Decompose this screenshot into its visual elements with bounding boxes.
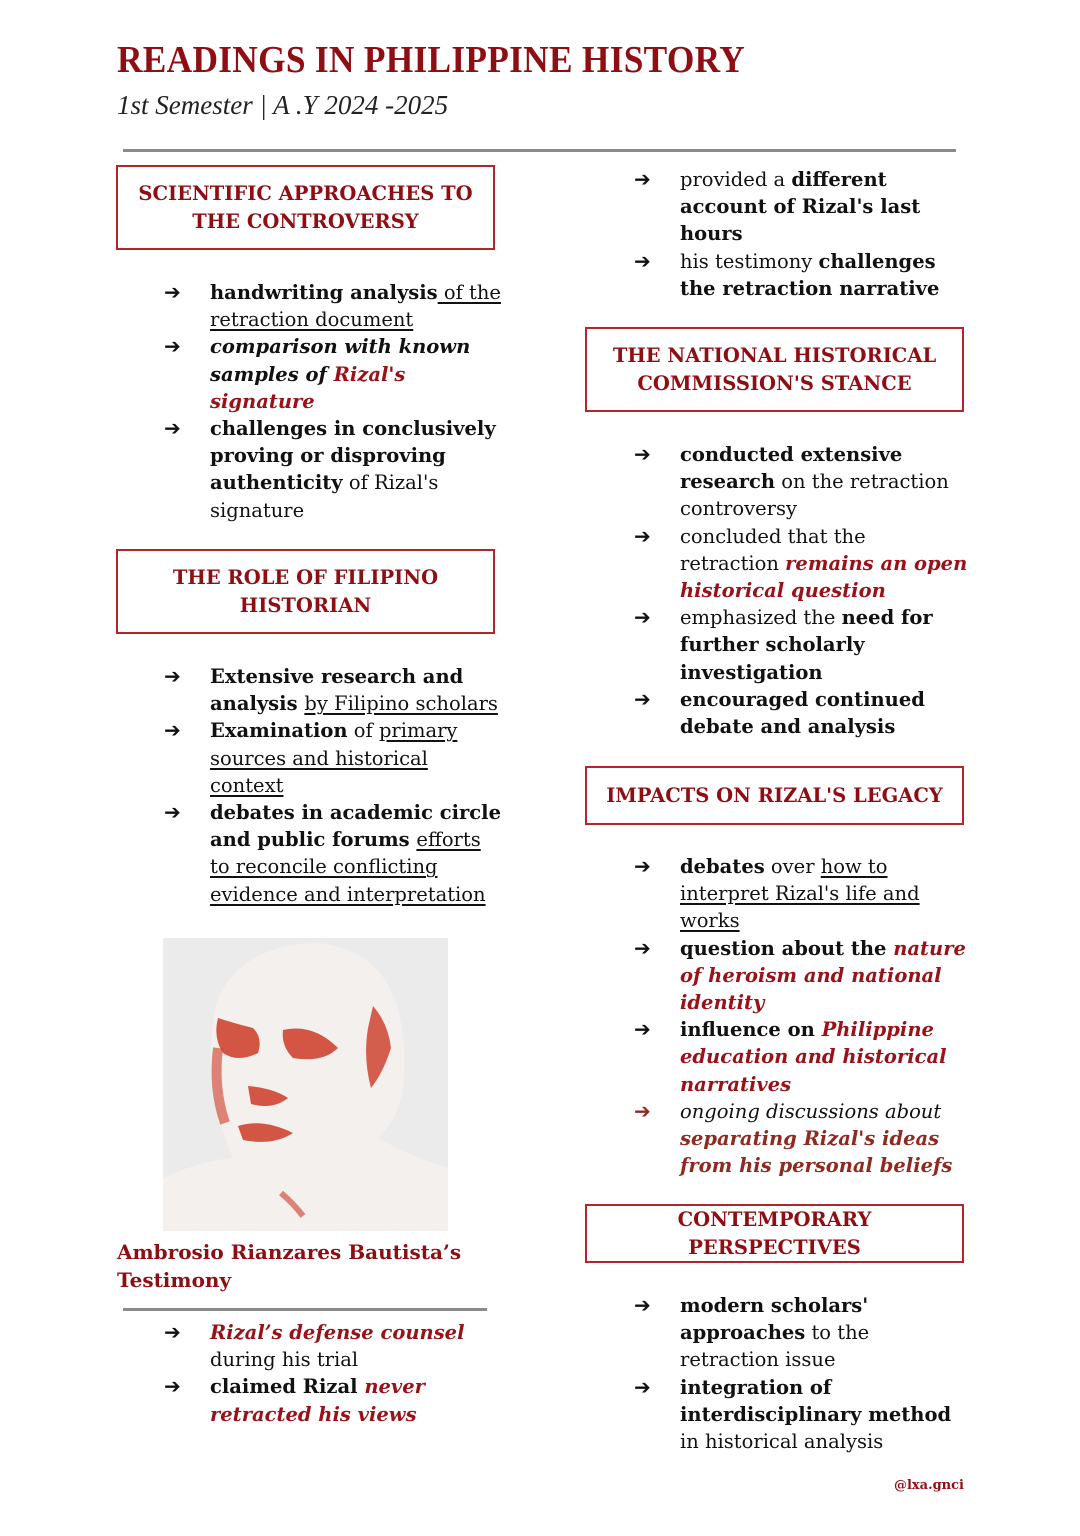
page-subtitle: 1st Semester | A .Y 2024 -2025 bbox=[117, 90, 449, 120]
scientific-approaches-list bbox=[164, 279, 504, 524]
right-arrow-icon: ➔ bbox=[634, 605, 651, 630]
section-heading-rizal-legacy: IMPACTS ON RIZAL'S LEGACY bbox=[585, 766, 964, 825]
page-title: READINGS IN PHILIPPINE HISTORY bbox=[117, 39, 745, 81]
list-item: ➔ debates in academic circle and public forums efforts to reconcile conflicting evidence and interpretation bbox=[164, 800, 501, 906]
portrait-illustration-icon bbox=[163, 938, 448, 1231]
right-arrow-icon: ➔ bbox=[634, 167, 651, 191]
list-item: ➔ conducted extensive research on the retraction controversy bbox=[634, 442, 949, 521]
portrait-image bbox=[163, 938, 448, 1231]
nhc-stance-list bbox=[634, 441, 969, 740]
list-item: ➔ Rizal’s defense counsel during his trial bbox=[164, 1320, 465, 1372]
list-item: ➔ influence on Philippine education and historical narratives bbox=[634, 1017, 947, 1096]
right-arrow-icon: ➔ bbox=[164, 1374, 181, 1399]
section-heading-contemporary-perspectives: CONTEMPORARY PERSPECTIVES bbox=[585, 1204, 964, 1263]
right-arrow-icon: ➔ bbox=[164, 334, 181, 359]
list-item: ➔ encouraged continued debate and analysis bbox=[634, 686, 925, 739]
list-item: ➔ comparison with known samples of Rizal's signature bbox=[164, 334, 471, 413]
section-heading-nhc-stance: THE NATIONAL HISTORICAL COMMISSION'S STANCE bbox=[585, 327, 964, 412]
testimony-divider bbox=[123, 1308, 487, 1311]
right-arrow-icon: ➔ bbox=[164, 800, 181, 825]
list-item: ➔ question about the nature of heroism and national identity bbox=[634, 935, 966, 1015]
section-heading-filipino-historian: THE ROLE OF FILIPINO HISTORIAN bbox=[116, 549, 495, 634]
right-arrow-icon: ➔ bbox=[634, 248, 651, 273]
right-arrow-icon: ➔ bbox=[634, 1293, 651, 1317]
list-item: ➔ emphasized the need for further scholarly investigation bbox=[634, 605, 933, 684]
right-arrow-icon: ➔ bbox=[164, 718, 181, 743]
section-heading-scientific-approaches: SCIENTIFIC APPROACHES TO THE CONTROVERSY bbox=[116, 165, 495, 250]
list-item: ➔ handwriting analysis of the retraction document bbox=[164, 280, 501, 332]
author-credit: @lxa.gnci bbox=[893, 1478, 964, 1493]
list-item: ➔ Examination of primary sources and historical context bbox=[164, 718, 458, 797]
list-item: ➔ provided a different account of Rizal's last hours bbox=[634, 167, 921, 246]
right-arrow-icon: ➔ bbox=[634, 935, 651, 960]
list-item: ➔ integration of interdisciplinary method in historical analysis bbox=[634, 1374, 952, 1454]
right-arrow-icon: ➔ bbox=[164, 416, 181, 441]
list-item: ➔ debates over how to interpret Rizal's life and works bbox=[634, 854, 920, 933]
header-divider bbox=[123, 149, 956, 152]
list-item: ➔ Extensive research and analysis by Filipino scholars bbox=[164, 664, 498, 716]
list-item: ➔ concluded that the retraction remains an open historical question bbox=[634, 523, 968, 603]
right-arrow-icon: ➔ bbox=[164, 664, 181, 688]
list-item: ➔ challenges in conclusively proving or disproving authenticity of Rizal's signature bbox=[164, 416, 496, 522]
right-arrow-icon: ➔ bbox=[634, 1098, 651, 1123]
right-arrow-icon: ➔ bbox=[634, 686, 651, 711]
rizal-legacy-list bbox=[634, 853, 969, 1179]
right-arrow-icon: ➔ bbox=[634, 854, 651, 878]
right-arrow-icon: ➔ bbox=[634, 523, 651, 548]
right-arrow-icon: ➔ bbox=[634, 1017, 651, 1042]
right-arrow-icon: ➔ bbox=[634, 1374, 651, 1399]
testimony-list bbox=[164, 1319, 504, 1428]
list-item: ➔ ongoing discussions about separating Rizal's ideas from his personal beliefs bbox=[634, 1098, 953, 1178]
list-item: ➔ claimed Rizal never retracted his views bbox=[164, 1374, 425, 1426]
list-item: ➔ his testimony challenges the retraction narrative bbox=[634, 248, 940, 300]
testimony-continued-list bbox=[634, 166, 964, 302]
contemporary-perspectives-list bbox=[634, 1292, 969, 1455]
list-item: ➔ modern scholars' approaches to the retraction issue bbox=[634, 1293, 870, 1372]
right-arrow-icon: ➔ bbox=[164, 1320, 181, 1344]
right-arrow-icon: ➔ bbox=[164, 280, 181, 304]
portrait-caption: Ambrosio Rianzares Bautista’s Testimony bbox=[117, 1240, 462, 1292]
filipino-historian-list bbox=[164, 663, 504, 908]
right-arrow-icon: ➔ bbox=[634, 442, 651, 466]
